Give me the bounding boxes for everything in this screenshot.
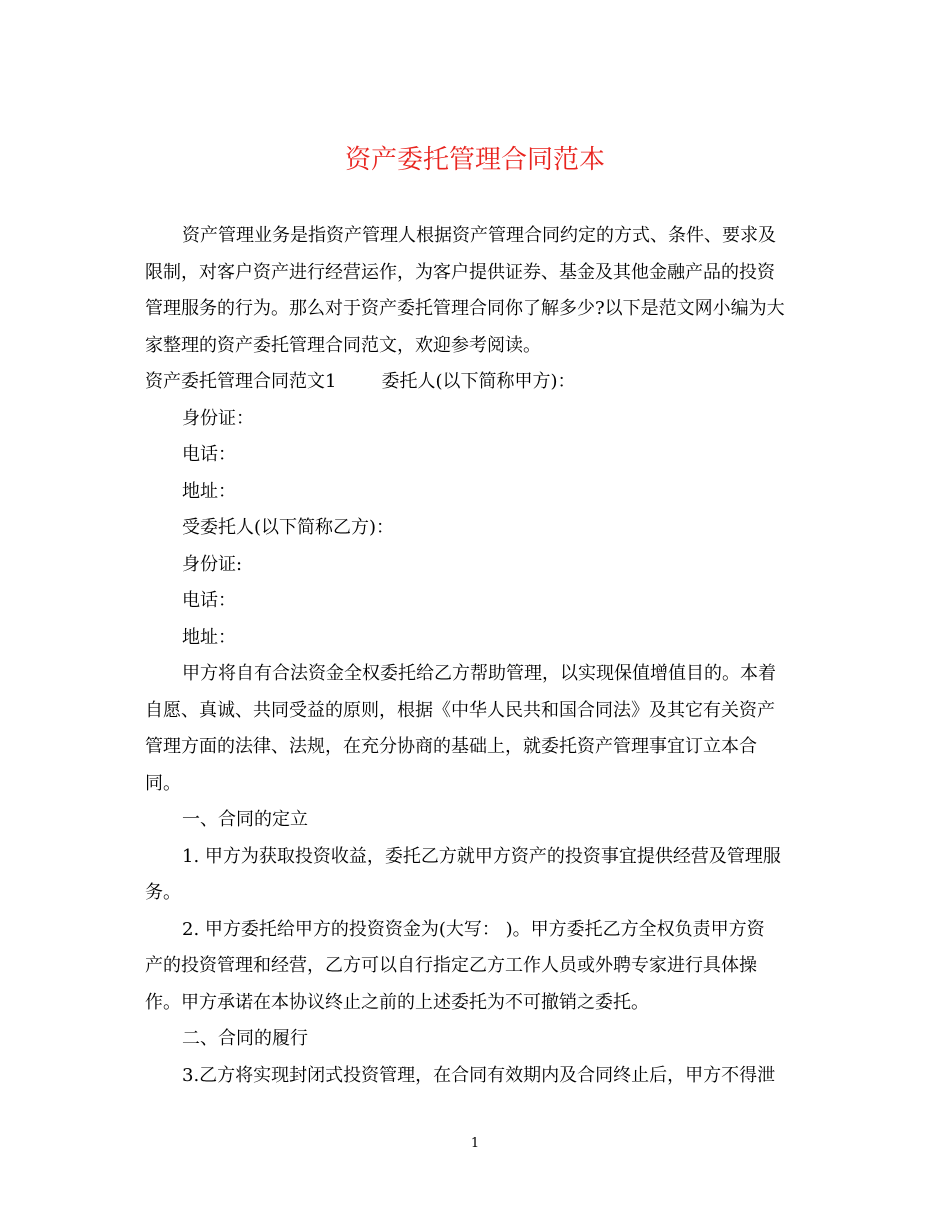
para2-line: 管理方面的法律、法规，在充分协商的基础上，就委托资产管理事宜订立本合 <box>145 736 757 757</box>
para2-line: 同。 <box>145 772 181 794</box>
subhead-left: 资产委托管理合同范文1 <box>145 371 337 392</box>
clause2-line: 作。甲方承诺在本协议终止之前的上述委托为不可撤销之委托。 <box>145 991 649 1013</box>
field-phone: 电话： <box>182 444 236 465</box>
clause3-line: 3.乙方将实现封闭式投资管理，在合同有效期内及合同终止后，甲方不得泄 <box>182 1064 776 1086</box>
document-body <box>145 218 810 1094</box>
subhead-right: 委托人(以下简称甲方)： <box>381 371 576 392</box>
section-heading-1: 一、合同的定立 <box>182 809 308 830</box>
intro-line: 资产管理业务是指资产管理人根据资产管理合同约定的方式、条件、要求及 <box>182 225 776 246</box>
intro-line: 限制，对客户资产进行经营运作，为客户提供证券、基金及其他金融产品的投资 <box>145 261 775 283</box>
field-trustee: 受委托人(以下简称乙方)： <box>182 517 395 538</box>
document-title: 资产委托管理合同范本 <box>344 145 605 175</box>
intro-line: 管理服务的行为。那么对于资产委托管理合同你了解多少?以下是范文网小编为大 <box>145 298 785 319</box>
section-heading-2: 二、合同的履行 <box>182 1028 308 1049</box>
para2-line: 甲方将自有合法资金全权委托给乙方帮助管理，以实现保值增值目的。本着 <box>182 663 776 684</box>
field-address: 地址： <box>182 480 236 502</box>
intro-line: 家整理的资产委托管理合同范文，欢迎参考阅读。 <box>145 334 541 356</box>
para2-line: 自愿、真诚、共同受益的原则，根据《中华人民共和国合同法》及其它有关资产 <box>145 699 775 721</box>
field-address: 地址： <box>182 626 236 648</box>
field-id: 身份证: <box>182 553 243 575</box>
field-id: 身份证： <box>182 407 254 429</box>
clause2-line: 产的投资管理和经营，乙方可以自行指定乙方工作人员或外聘专家进行具体操 <box>145 955 757 976</box>
subhead <box>145 364 810 401</box>
clause1-line: 务。 <box>145 882 181 903</box>
field-phone: 电话： <box>182 590 236 611</box>
page-number: 1 <box>470 1136 480 1151</box>
clause1-line: 1. 甲方为获取投资收益，委托乙方就甲方资产的投资事宜提供经营及管理服 <box>182 845 781 867</box>
clause2-line: 2. 甲方委托给甲方的投资资金为(大写： )。甲方委托乙方全权负责甲方资 <box>182 918 765 940</box>
